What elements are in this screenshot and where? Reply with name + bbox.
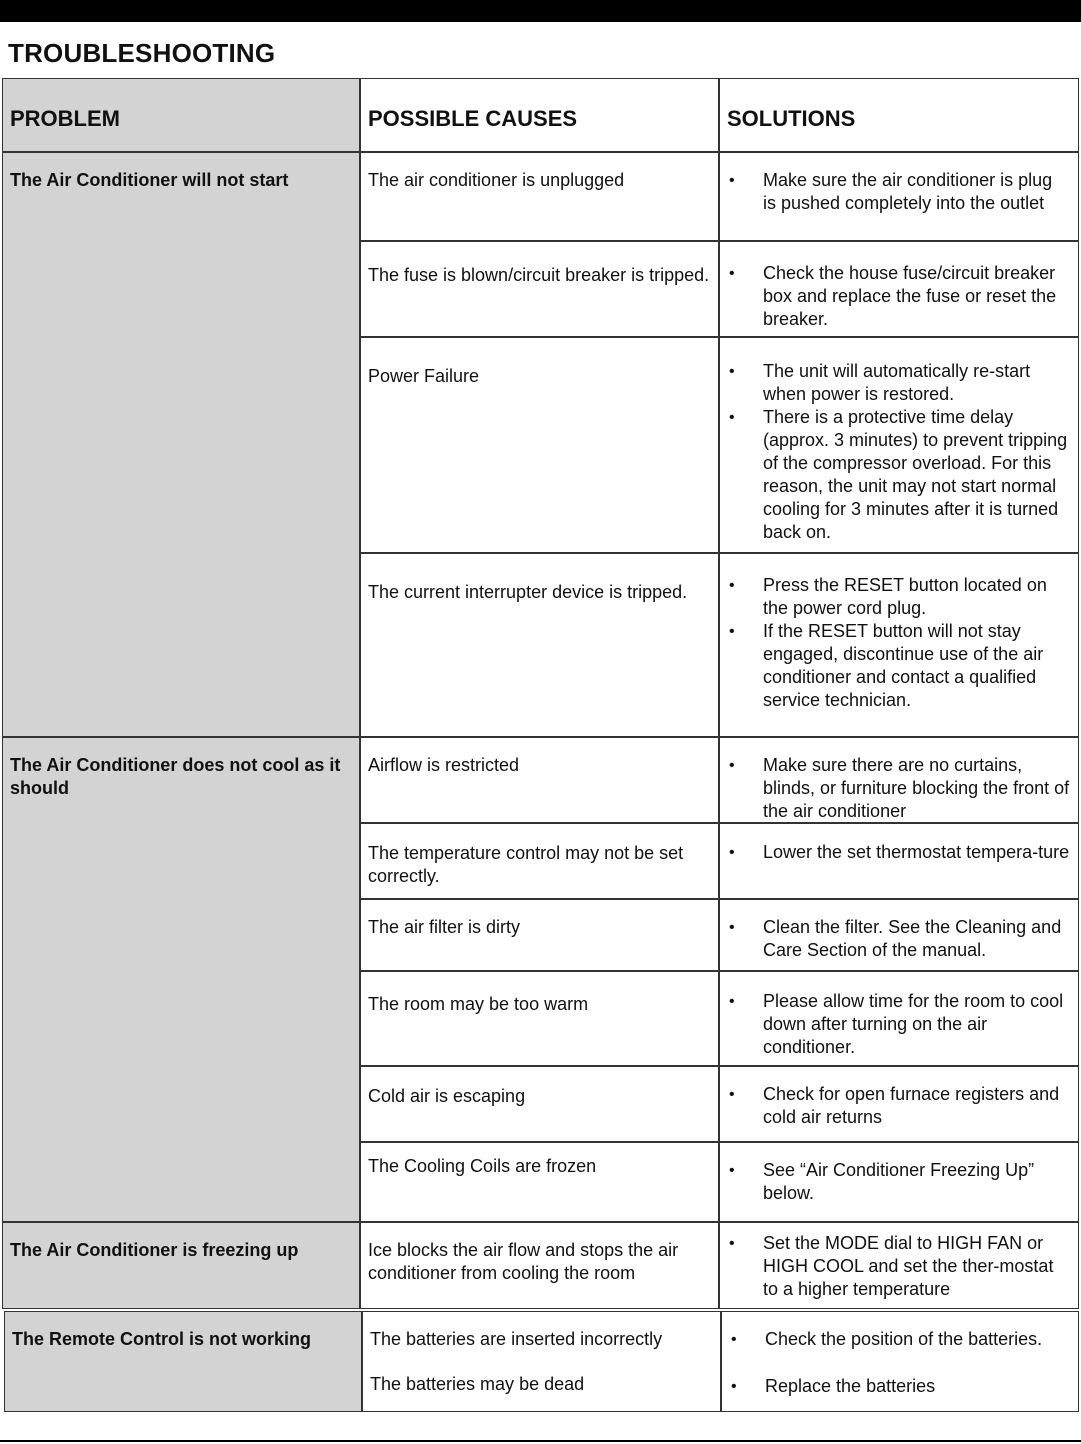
cause-cell: The fuse is blown/circuit breaker is tripped. bbox=[360, 241, 719, 337]
cause-cell: The air filter is dirty bbox=[360, 899, 719, 971]
solution-cell bbox=[719, 971, 1079, 1066]
solution-item: • If the RESET button will not stay engaged, discontinue use of the air conditioner and contact a qualified service technician. bbox=[720, 620, 1070, 712]
cause-cell bbox=[362, 1311, 721, 1412]
top-bar bbox=[0, 0, 1081, 22]
solution-item: • Make sure the air conditioner is plug is pushed completely into the outlet bbox=[720, 169, 1070, 215]
solution-cell bbox=[721, 1311, 1079, 1412]
cause-line: The batteries may be dead bbox=[370, 1374, 585, 1394]
problem-cell: The Air Conditioner is freezing up bbox=[2, 1222, 360, 1309]
solution-cell bbox=[719, 1066, 1079, 1142]
solution-item: • See “Air Conditioner Freezing Up” below. bbox=[720, 1159, 1070, 1205]
solution-item: • Make sure there are no curtains, blinds, or furniture blocking the front of the air conditioner bbox=[720, 754, 1070, 823]
solution-item: • Check the house fuse/circuit breaker box and replace the fuse or reset the breaker. bbox=[720, 262, 1070, 331]
solution-item: • Replace the batteries bbox=[722, 1375, 1070, 1398]
cause-cell: Ice blocks the air flow and stops the air conditioner from cooling the room bbox=[360, 1222, 719, 1309]
solution-cell bbox=[719, 337, 1079, 553]
cause-cell: The current interrupter device is tripped. bbox=[360, 553, 719, 737]
solution-item: • Check the position of the batteries. bbox=[722, 1328, 1070, 1351]
solution-cell bbox=[719, 823, 1079, 899]
solution-item: • Set the MODE dial to HIGH FAN or HIGH COOL and set the ther-mostat to a higher temperature bbox=[720, 1232, 1070, 1301]
problem-cell: The Air Conditioner does not cool as it should bbox=[2, 737, 360, 1222]
solution-item: • Check for open furnace registers and cold air returns bbox=[720, 1083, 1070, 1129]
header-problem: PROBLEM bbox=[2, 78, 360, 152]
cause-line: The batteries are inserted incorrectly bbox=[370, 1329, 663, 1349]
cause-cell: The air conditioner is unplugged bbox=[360, 152, 719, 241]
solution-item: • There is a protective time delay (approx. 3 minutes) to prevent tripping of the compressor overload. For this reason, the unit may not start normal cooling for 3 minutes after it is turned back on. bbox=[720, 406, 1070, 544]
solution-cell bbox=[719, 553, 1079, 737]
cause-cell: Power Failure bbox=[360, 337, 719, 553]
cause-cell: Airflow is restricted bbox=[360, 737, 719, 823]
page-title: TROUBLESHOOTING bbox=[8, 38, 276, 68]
problem-cell: The Remote Control is not working bbox=[4, 1311, 362, 1412]
solution-cell bbox=[719, 1142, 1079, 1222]
header-causes: POSSIBLE CAUSES bbox=[360, 78, 719, 152]
solution-item: • Clean the filter. See the Cleaning and Care Section of the manual. bbox=[720, 916, 1070, 962]
solution-cell bbox=[719, 737, 1079, 823]
solution-item: • The unit will automatically re-start when power is restored. bbox=[720, 360, 1070, 406]
bottom-rule bbox=[0, 1440, 1081, 1442]
solution-cell bbox=[719, 241, 1079, 337]
solution-item: • Lower the set thermostat tempera-ture bbox=[720, 841, 1070, 864]
cause-cell: The room may be too warm bbox=[360, 971, 719, 1066]
cause-cell: The Cooling Coils are frozen bbox=[360, 1142, 719, 1222]
solution-item: • Please allow time for the room to cool down after turning on the air conditioner. bbox=[720, 990, 1070, 1059]
solution-item: • Press the RESET button located on the power cord plug. bbox=[720, 574, 1070, 620]
solution-cell bbox=[719, 899, 1079, 971]
cause-cell: The temperature control may not be set correctly. bbox=[360, 823, 719, 899]
solution-cell bbox=[719, 152, 1079, 241]
header-solutions: SOLUTIONS bbox=[719, 78, 1079, 152]
problem-cell: The Air Conditioner will not start bbox=[2, 152, 360, 737]
solution-cell bbox=[719, 1222, 1079, 1309]
cause-cell: Cold air is escaping bbox=[360, 1066, 719, 1142]
